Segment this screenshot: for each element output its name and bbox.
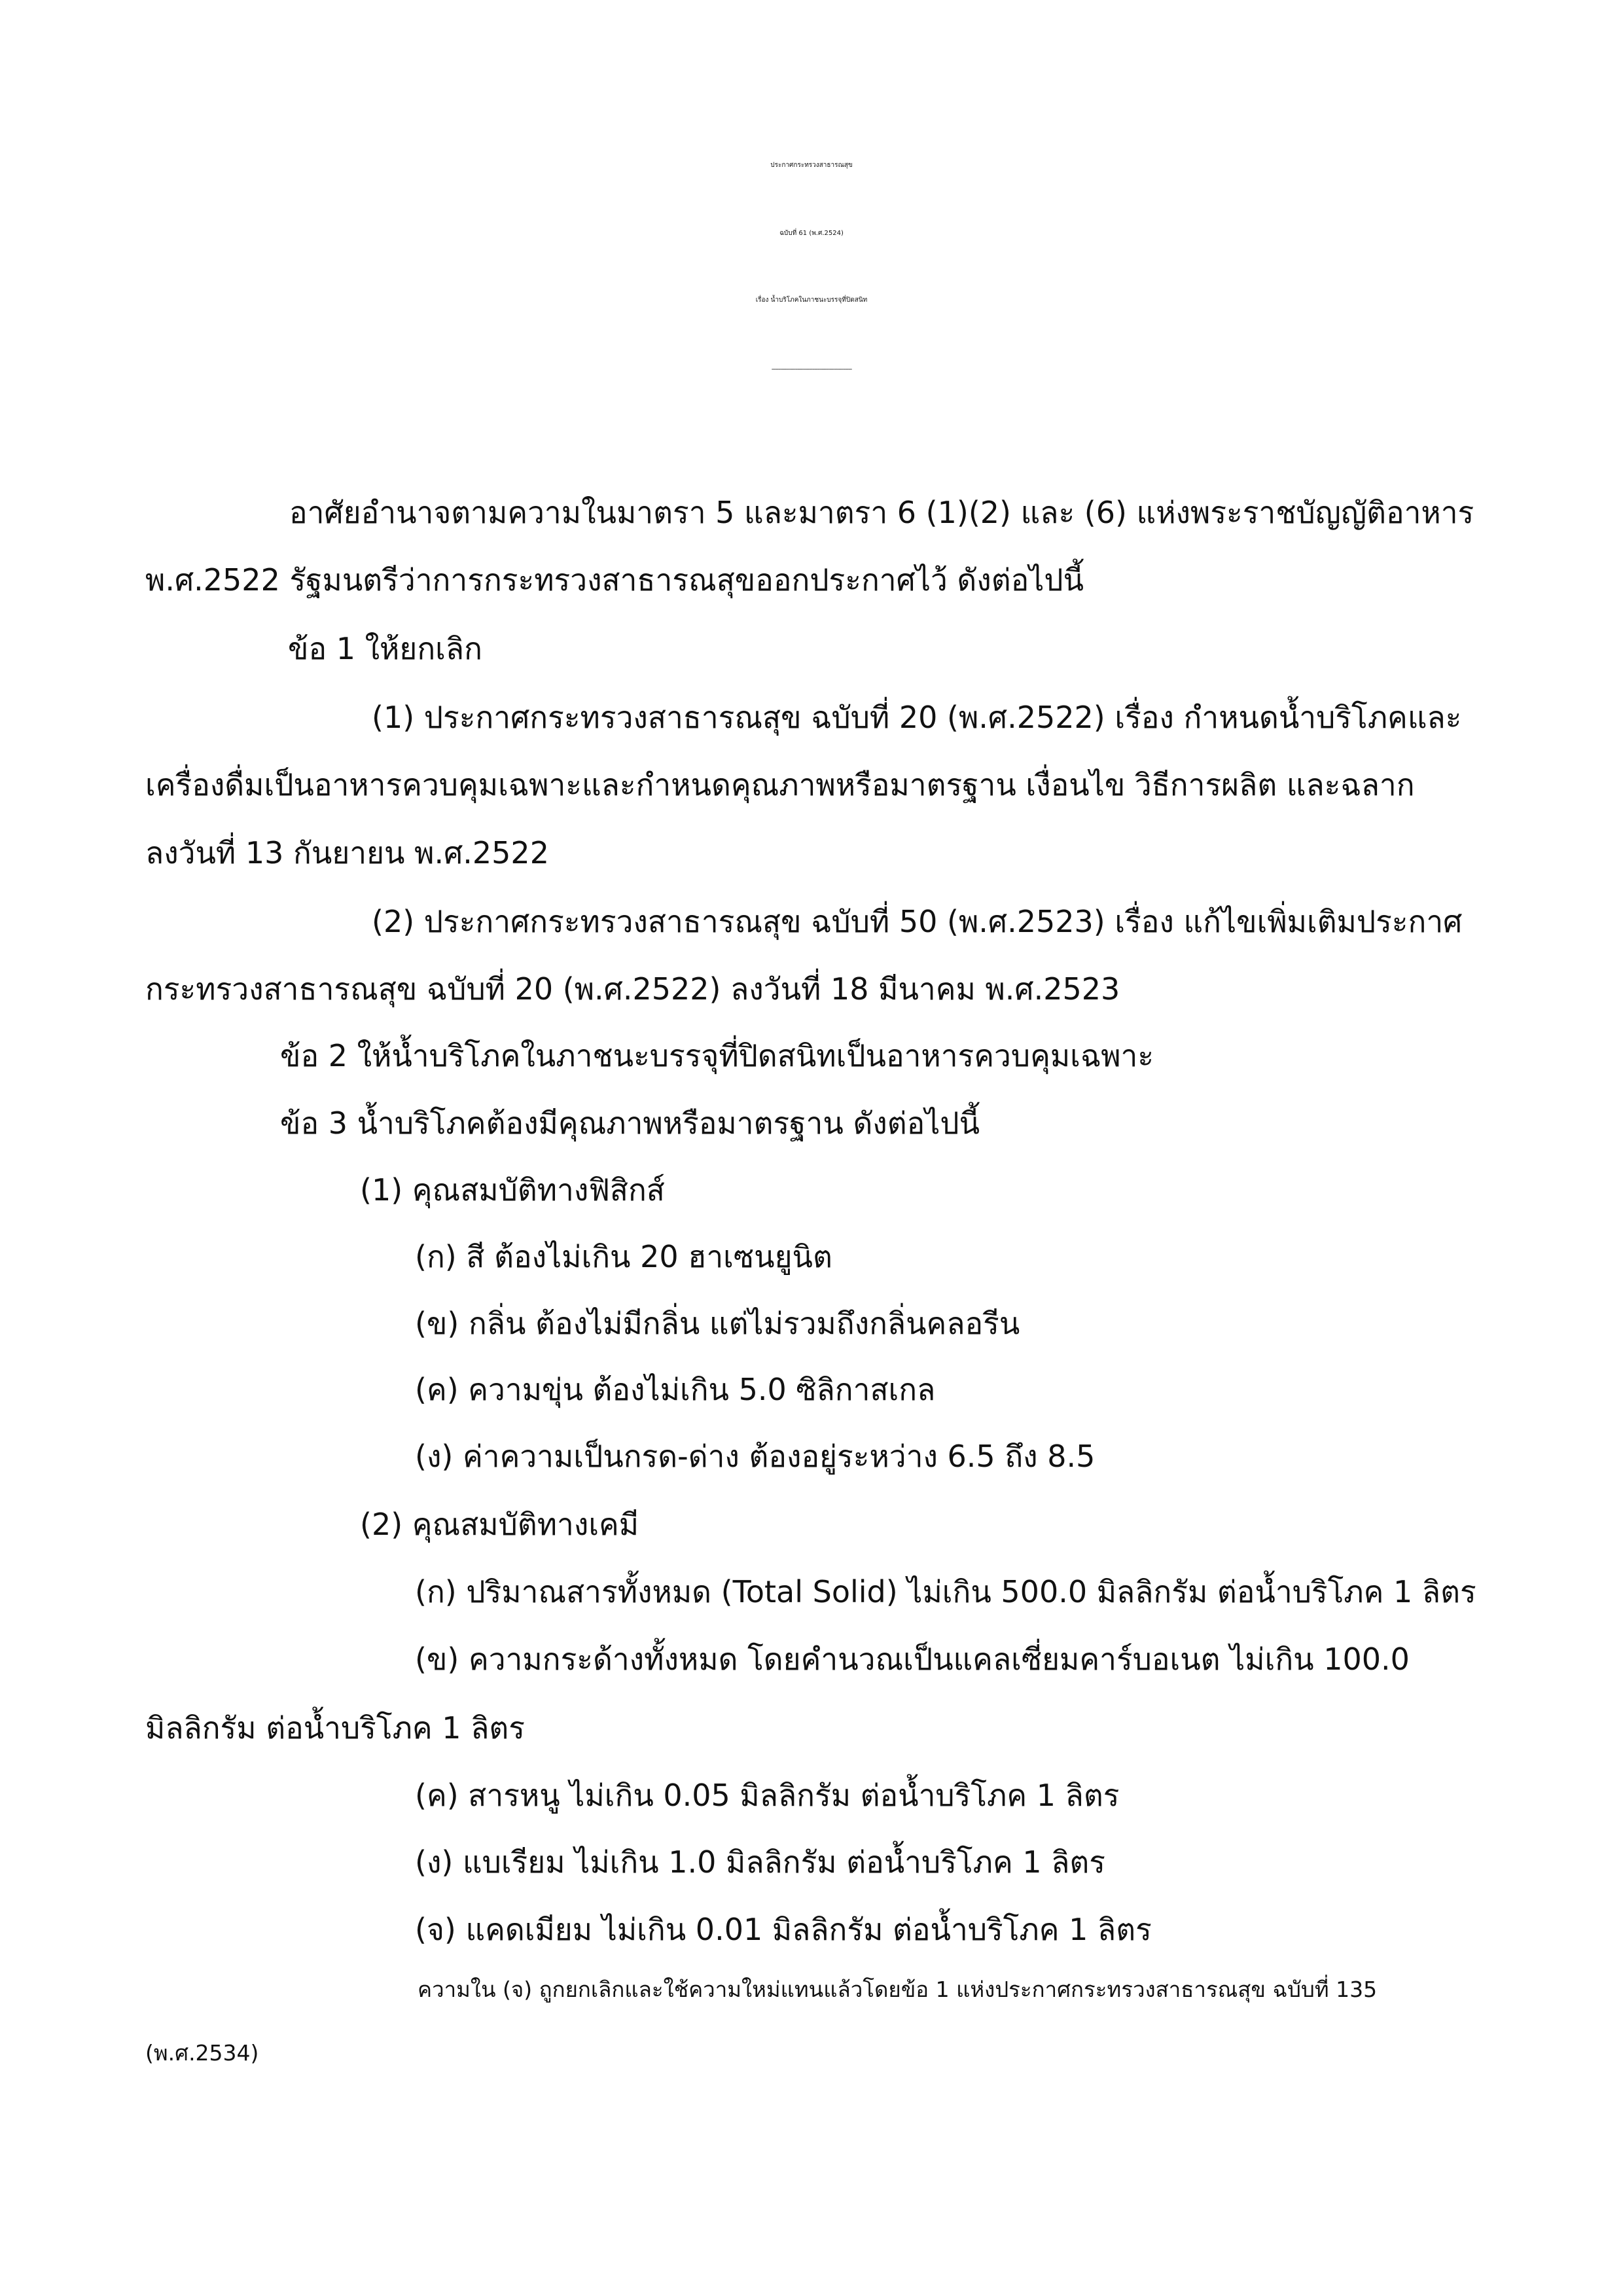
clause-1-item-1-line-3: ลงวันที่ 13 กันยายน พ.ศ.2522 <box>145 835 549 870</box>
title-divider: ----------------------------------------------- <box>771 366 852 373</box>
clause-1-item-2-line-1: (2) ประกาศกระทรวงสาธารณสุข ฉบับที่ 50 (พ.ศ.2523) เรื่อง แก้ไขเพิ่มเติมประกาศ <box>372 904 1463 939</box>
physical-properties-heading: (1) คุณสมบัติทางฟิสิกส์ <box>360 1172 665 1208</box>
preamble-line-1: อาศัยอำนาจตามความในมาตรา 5 และมาตรา 6 (1)(2) และ (6) แห่งพระราชบัญญัติอาหาร <box>289 495 1474 530</box>
document-number: ฉบับที่ 61 (พ.ศ.2524) <box>779 230 844 237</box>
document-title: ประกาศกระทรวงสาธารณสุข <box>770 162 853 169</box>
chemical-item-hardness-line-2: มิลลิกรัม ต่อน้ำบริโภค 1 ลิตร <box>145 1710 525 1746</box>
footnote-line-2: (พ.ศ.2534) <box>145 2040 259 2066</box>
physical-item-odor: (ข) กลิ่น ต้องไม่มีกลิ่น แต่ไม่รวมถึงกลิ่นคลอรีน <box>415 1306 1020 1341</box>
clause-1-item-1-line-2: เครื่องดื่มเป็นอาหารควบคุมเฉพาะและกำหนดคุณภาพหรือมาตรฐาน เงื่อนไข วิธีการผลิต และฉลาก <box>145 767 1415 802</box>
clause-1-item-1-line-1: (1) ประกาศกระทรวงสาธารณสุข ฉบับที่ 20 (พ.ศ.2522) เรื่อง กำหนดน้ำบริโภคและ <box>372 700 1462 735</box>
chemical-item-cadmium: (จ) แคดเมียม ไม่เกิน 0.01 มิลลิกรัม ต่อน้ำบริโภค 1 ลิตร <box>415 1912 1152 1947</box>
physical-item-color: (ก) สี ต้องไม่เกิน 20 ฮาเซนยูนิต <box>415 1239 832 1274</box>
clause-1-heading: ข้อ 1 ให้ยกเลิก <box>288 631 482 666</box>
document-subject: เรื่อง น้ำบริโภคในภาชนะบรรจุที่ปิดสนิท <box>755 296 868 304</box>
preamble-line-2: พ.ศ.2522 รัฐมนตรีว่าการกระทรวงสาธารณสุขออกประกาศไว้ ดังต่อไปนี้ <box>145 562 1084 598</box>
footnote-line-1: ความใน (จ) ถูกยกเลิกและใช้ความใหม่แทนแล้วโดยข้อ 1 แห่งประกาศกระทรวงสาธารณสุข ฉบับที่ 135 <box>418 1977 1378 2002</box>
clause-2-text: ข้อ 2 ให้น้ำบริโภคในภาชนะบรรจุที่ปิดสนิทเป็นอาหารควบคุมเฉพาะ <box>280 1038 1154 1073</box>
clause-3-heading: ข้อ 3 น้ำบริโภคต้องมีคุณภาพหรือมาตรฐาน ดังต่อไปนี้ <box>280 1105 980 1141</box>
chemical-item-total-solid: (ก) ปริมาณสารทั้งหมด (Total Solid) ไม่เกิน 500.0 มิลลิกรัม ต่อน้ำบริโภค 1 ลิตร <box>415 1574 1476 1609</box>
physical-item-turbidity: (ค) ความขุ่น ต้องไม่เกิน 5.0 ซิลิกาสเกล <box>415 1372 936 1407</box>
chemical-properties-heading: (2) คุณสมบัติทางเคมี <box>360 1507 639 1542</box>
clause-1-item-2-line-2: กระทรวงสาธารณสุข ฉบับที่ 20 (พ.ศ.2522) ลงวันที่ 18 มีนาคม พ.ศ.2523 <box>145 971 1120 1007</box>
chemical-item-hardness-line-1: (ข) ความกระด้างทั้งหมด โดยคำนวณเป็นแคลเซี่ยมคาร์บอเนต ไม่เกิน 100.0 <box>415 1641 1410 1677</box>
chemical-item-arsenic: (ค) สารหนู ไม่เกิน 0.05 มิลลิกรัม ต่อน้ำบริโภค 1 ลิตร <box>415 1778 1120 1813</box>
chemical-item-barium: (ง) แบเรียม ไม่เกิน 1.0 มิลลิกรัม ต่อน้ำบริโภค 1 ลิตร <box>415 1844 1105 1880</box>
physical-item-ph: (ง) ค่าความเป็นกรด-ด่าง ต้องอยู่ระหว่าง 6.5 ถึง 8.5 <box>415 1439 1096 1474</box>
